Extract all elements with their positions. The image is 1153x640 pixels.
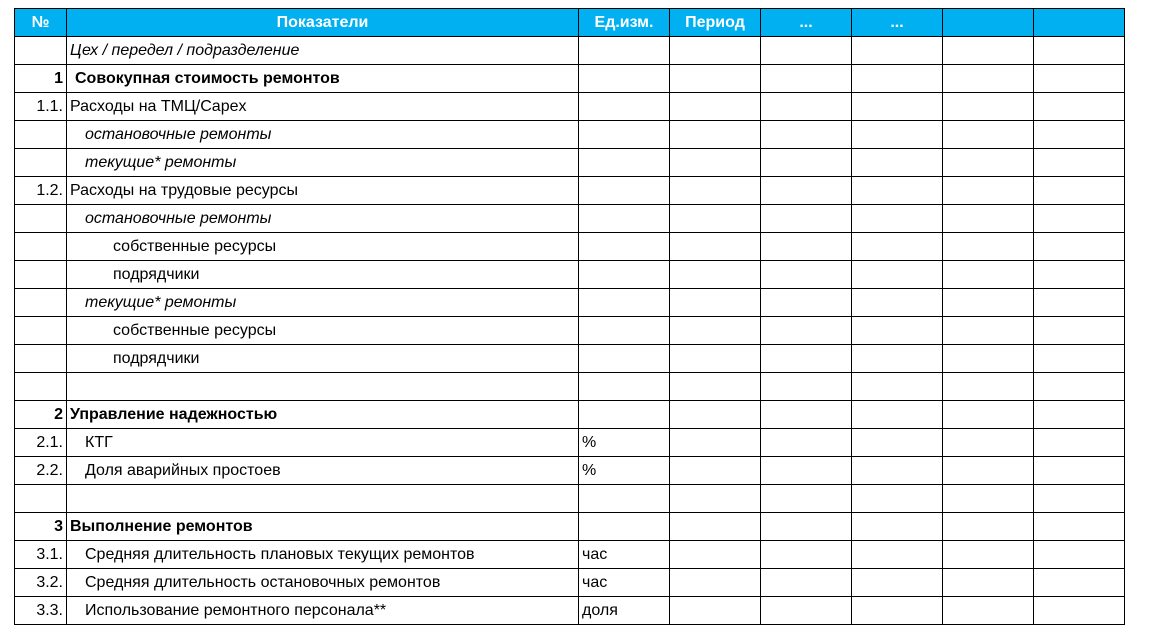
value-cell[interactable] (761, 541, 852, 569)
value-cell[interactable] (1034, 569, 1125, 597)
indicators-table (14, 8, 1125, 625)
value-cell[interactable] (1034, 401, 1125, 429)
value-cell[interactable] (1034, 261, 1125, 289)
value-cell[interactable] (943, 149, 1034, 177)
value-cell[interactable] (1034, 597, 1125, 625)
value-cell[interactable] (943, 541, 1034, 569)
value-cell[interactable] (670, 149, 761, 177)
value-cell[interactable] (670, 345, 761, 373)
value-cell[interactable] (670, 597, 761, 625)
table-row (15, 457, 1125, 485)
unit-cell[interactable] (579, 345, 670, 373)
value-cell[interactable] (943, 289, 1034, 317)
table-row (15, 317, 1125, 345)
row-number-cell[interactable]: 3 (15, 513, 67, 541)
value-cell[interactable] (943, 65, 1034, 93)
table-row (15, 513, 1125, 541)
row-number-cell[interactable]: 1 (15, 65, 67, 93)
value-cell[interactable] (943, 457, 1034, 485)
value-cell[interactable] (1034, 429, 1125, 457)
value-cell[interactable] (670, 429, 761, 457)
value-cell[interactable] (670, 261, 761, 289)
value-cell[interactable] (1034, 345, 1125, 373)
value-cell[interactable] (1034, 373, 1125, 401)
value-cell[interactable] (1034, 37, 1125, 65)
table-row (15, 289, 1125, 317)
value-cell[interactable] (852, 345, 943, 373)
unit-cell[interactable] (579, 485, 670, 513)
value-cell[interactable] (670, 513, 761, 541)
header-cell[interactable]: ... (852, 9, 943, 37)
row-number-cell[interactable] (15, 121, 67, 149)
value-cell[interactable] (852, 149, 943, 177)
value-cell[interactable] (943, 93, 1034, 121)
value-cell[interactable] (670, 233, 761, 261)
row-number-cell[interactable]: 1.2. (15, 177, 67, 205)
unit-cell[interactable] (579, 261, 670, 289)
table-row (15, 149, 1125, 177)
value-cell[interactable] (761, 149, 852, 177)
value-cell[interactable] (670, 205, 761, 233)
unit-cell[interactable] (579, 401, 670, 429)
value-cell[interactable] (761, 401, 852, 429)
table-row (15, 373, 1125, 401)
header-cell[interactable]: Ед.изм. (579, 9, 670, 37)
table-row (15, 597, 1125, 625)
value-cell[interactable] (852, 121, 943, 149)
row-number-cell[interactable] (15, 37, 67, 65)
value-cell[interactable] (943, 401, 1034, 429)
value-cell[interactable] (761, 121, 852, 149)
table-row (15, 65, 1125, 93)
unit-cell[interactable]: % (579, 457, 670, 485)
unit-cell[interactable] (579, 289, 670, 317)
value-cell[interactable] (852, 485, 943, 513)
value-cell[interactable] (761, 93, 852, 121)
value-cell[interactable] (761, 429, 852, 457)
unit-cell[interactable]: доля (579, 597, 670, 625)
value-cell[interactable] (670, 177, 761, 205)
header-cell[interactable]: № (15, 9, 67, 37)
value-cell[interactable] (1034, 485, 1125, 513)
value-cell[interactable] (670, 401, 761, 429)
value-cell[interactable] (943, 261, 1034, 289)
row-number-cell[interactable]: 3.1. (15, 541, 67, 569)
row-number-cell[interactable] (15, 205, 67, 233)
value-cell[interactable] (852, 317, 943, 345)
unit-cell[interactable]: % (579, 429, 670, 457)
indicator-label-cell[interactable]: Средняя длительность плановых текущих ремонтов (67, 541, 579, 569)
row-number-cell[interactable] (15, 289, 67, 317)
unit-cell[interactable] (579, 93, 670, 121)
indicator-label-cell[interactable]: подрядчики (67, 345, 579, 373)
value-cell[interactable] (1034, 457, 1125, 485)
indicator-label-cell[interactable]: Цех / передел / подразделение (67, 37, 579, 65)
indicator-label-cell[interactable]: Доля аварийных простоев (67, 457, 579, 485)
table-row (15, 345, 1125, 373)
value-cell[interactable] (761, 317, 852, 345)
unit-cell[interactable] (579, 513, 670, 541)
value-cell[interactable] (670, 373, 761, 401)
indicator-label-cell[interactable]: Расходы на трудовые ресурсы (67, 177, 579, 205)
row-number-cell[interactable]: 2 (15, 401, 67, 429)
value-cell[interactable] (852, 177, 943, 205)
value-cell[interactable] (1034, 149, 1125, 177)
unit-cell[interactable] (579, 177, 670, 205)
value-cell[interactable] (852, 429, 943, 457)
indicator-label-cell[interactable]: собственные ресурсы (67, 317, 579, 345)
indicator-label-cell[interactable]: Средняя длительность остановочных ремонтов (67, 569, 579, 597)
value-cell[interactable] (670, 457, 761, 485)
table-row (15, 177, 1125, 205)
value-cell[interactable] (943, 345, 1034, 373)
value-cell[interactable] (670, 121, 761, 149)
header-cell[interactable] (943, 9, 1034, 37)
value-cell[interactable] (943, 121, 1034, 149)
value-cell[interactable] (761, 261, 852, 289)
table-row (15, 233, 1125, 261)
value-cell[interactable] (761, 457, 852, 485)
value-cell[interactable] (1034, 317, 1125, 345)
table-row (15, 93, 1125, 121)
row-number-cell[interactable] (15, 373, 67, 401)
value-cell[interactable] (943, 233, 1034, 261)
unit-cell[interactable] (579, 121, 670, 149)
value-cell[interactable] (943, 597, 1034, 625)
table-row (15, 541, 1125, 569)
value-cell[interactable] (670, 485, 761, 513)
unit-cell[interactable] (579, 65, 670, 93)
value-cell[interactable] (1034, 289, 1125, 317)
value-cell[interactable] (852, 205, 943, 233)
value-cell[interactable] (943, 205, 1034, 233)
indicator-label-cell[interactable]: остановочные ремонты (67, 121, 579, 149)
value-cell[interactable] (761, 177, 852, 205)
value-cell[interactable] (852, 457, 943, 485)
value-cell[interactable] (852, 233, 943, 261)
indicator-label-cell[interactable]: подрядчики (67, 261, 579, 289)
table-row (15, 485, 1125, 513)
indicator-label-cell[interactable] (67, 373, 579, 401)
unit-cell[interactable] (579, 205, 670, 233)
row-number-cell[interactable] (15, 317, 67, 345)
value-cell[interactable] (761, 65, 852, 93)
value-cell[interactable] (670, 541, 761, 569)
value-cell[interactable] (943, 485, 1034, 513)
table-row (15, 401, 1125, 429)
value-cell[interactable] (943, 569, 1034, 597)
unit-cell[interactable] (579, 37, 670, 65)
value-cell[interactable] (852, 65, 943, 93)
row-number-cell[interactable]: 3.3. (15, 597, 67, 625)
table-row (15, 261, 1125, 289)
value-cell[interactable] (761, 289, 852, 317)
value-cell[interactable] (670, 289, 761, 317)
table-row (15, 205, 1125, 233)
unit-cell[interactable] (579, 317, 670, 345)
value-cell[interactable] (943, 513, 1034, 541)
value-cell[interactable] (852, 373, 943, 401)
value-cell[interactable] (1034, 177, 1125, 205)
row-number-cell[interactable] (15, 233, 67, 261)
indicator-label-cell[interactable] (67, 485, 579, 513)
unit-cell[interactable] (579, 373, 670, 401)
unit-cell[interactable] (579, 233, 670, 261)
value-cell[interactable] (852, 93, 943, 121)
unit-cell[interactable]: час (579, 569, 670, 597)
value-cell[interactable] (1034, 513, 1125, 541)
value-cell[interactable] (670, 317, 761, 345)
value-cell[interactable] (761, 597, 852, 625)
unit-cell[interactable] (579, 149, 670, 177)
indicator-label-cell[interactable]: Расходы на ТМЦ/Capex (67, 93, 579, 121)
indicator-label-cell[interactable]: остановочные ремонты (67, 205, 579, 233)
value-cell[interactable] (1034, 541, 1125, 569)
value-cell[interactable] (670, 37, 761, 65)
table-row (15, 37, 1125, 65)
table-row (15, 569, 1125, 597)
indicator-label-cell[interactable]: Выполнение ремонтов (67, 513, 579, 541)
row-number-cell[interactable] (15, 149, 67, 177)
header-cell[interactable] (1034, 9, 1125, 37)
indicator-label-cell[interactable]: текущие* ремонты (67, 149, 579, 177)
value-cell[interactable] (1034, 93, 1125, 121)
value-cell[interactable] (1034, 65, 1125, 93)
value-cell[interactable] (761, 485, 852, 513)
table-row (15, 429, 1125, 457)
value-cell[interactable] (761, 205, 852, 233)
value-cell[interactable] (852, 261, 943, 289)
value-cell[interactable] (761, 513, 852, 541)
value-cell[interactable] (852, 541, 943, 569)
value-cell[interactable] (1034, 205, 1125, 233)
value-cell[interactable] (670, 569, 761, 597)
row-number-cell[interactable]: 2.2. (15, 457, 67, 485)
indicator-label-cell[interactable]: Совокупная стоимость ремонтов (67, 65, 579, 93)
value-cell[interactable] (943, 429, 1034, 457)
value-cell[interactable] (761, 233, 852, 261)
indicator-label-cell[interactable]: Управление надежностью (67, 401, 579, 429)
indicator-label-cell[interactable]: текущие* ремонты (67, 289, 579, 317)
value-cell[interactable] (852, 401, 943, 429)
value-cell[interactable] (852, 569, 943, 597)
value-cell[interactable] (852, 289, 943, 317)
value-cell[interactable] (670, 93, 761, 121)
row-number-cell[interactable]: 2.1. (15, 429, 67, 457)
row-number-cell[interactable]: 3.2. (15, 569, 67, 597)
header-cell[interactable]: Период (670, 9, 761, 37)
value-cell[interactable] (943, 37, 1034, 65)
value-cell[interactable] (943, 373, 1034, 401)
value-cell[interactable] (943, 177, 1034, 205)
header-cell[interactable]: Показатели (67, 9, 579, 37)
row-number-cell[interactable]: 1.1. (15, 93, 67, 121)
row-number-cell[interactable] (15, 261, 67, 289)
row-number-cell[interactable] (15, 485, 67, 513)
value-cell[interactable] (852, 513, 943, 541)
indicator-label-cell[interactable]: собственные ресурсы (67, 233, 579, 261)
value-cell[interactable] (761, 345, 852, 373)
value-cell[interactable] (852, 597, 943, 625)
table-row (15, 121, 1125, 149)
value-cell[interactable] (761, 373, 852, 401)
value-cell[interactable] (761, 569, 852, 597)
unit-cell[interactable]: час (579, 541, 670, 569)
value-cell[interactable] (943, 317, 1034, 345)
indicator-label-cell[interactable]: КТГ (67, 429, 579, 457)
value-cell[interactable] (761, 37, 852, 65)
value-cell[interactable] (852, 37, 943, 65)
header-cell[interactable]: ... (761, 9, 852, 37)
value-cell[interactable] (670, 65, 761, 93)
value-cell[interactable] (1034, 121, 1125, 149)
indicator-label-cell[interactable]: Использование ремонтного персонала** (67, 597, 579, 625)
header-row (15, 9, 1125, 37)
row-number-cell[interactable] (15, 345, 67, 373)
value-cell[interactable] (1034, 233, 1125, 261)
